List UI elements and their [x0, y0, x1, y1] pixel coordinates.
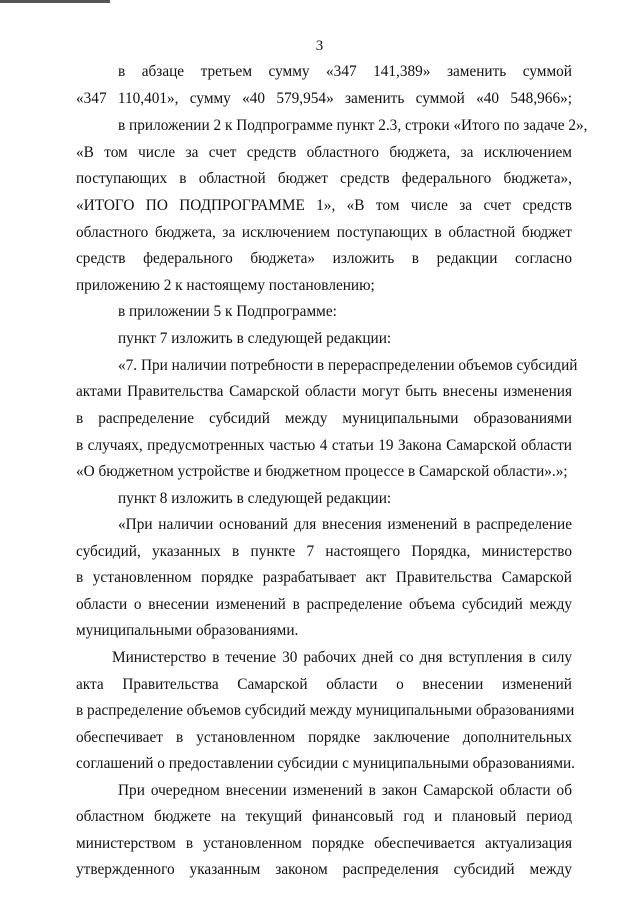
text-line-6: «ИТОГО ПО ПОДПРОГРАММЕ 1», «В том числе за счет средств [76, 197, 572, 214]
text-line-5: поступающих в областной бюджет средств федерального бюджета», [76, 170, 572, 187]
text-line-8: средств федерального бюджета» изложить в редакции согласно [76, 250, 572, 267]
text-line-27: соглашений о предоставлении субсидии с муниципальными образованиями. [76, 755, 576, 772]
text-line-22: муниципальными образованиями. [76, 622, 299, 639]
text-line-28: При очередном внесении изменений в закон Самарской области об [118, 782, 572, 799]
text-line-10: в приложении 5 к Подпрограмме: [118, 303, 337, 320]
text-line-15: в случаях, предусмотренных частью 4 статьи 19 Закона Самарской области [76, 437, 572, 454]
text-line-31: утвержденного указанным законом распределения субсидий между [76, 861, 572, 878]
text-line-16: «О бюджетном устройстве и бюджетном процессе в Самарской области».»; [76, 463, 568, 480]
text-line-25: в распределение объемов субсидий между муниципальными образованиями [76, 702, 575, 719]
text-line-26: обеспечивает в установленном порядке заключение дополнительных [76, 729, 572, 746]
text-line-2: «347 110,401», сумму «40 579,954» заменить суммой «40 548,966»; [76, 90, 572, 107]
text-line-30: министерством в установленном порядке обеспечивается актуализация [76, 835, 572, 852]
text-line-4: «В том числе за счет средств областного бюджета, за исключением [76, 144, 572, 161]
text-line-29: областном бюджете на текущий финансовый год и плановый период [76, 808, 572, 825]
text-line-18: «При наличии оснований для внесения изменений в распределение [118, 516, 572, 533]
text-line-13: актами Правительства Самарской области могут быть внесены изменения [76, 383, 572, 400]
text-line-1: в абзаце третьем сумму «347 141,389» заменить суммой [118, 63, 572, 80]
text-line-3: в приложении 2 к Подпрограмме пункт 2.3, строки «Итого по задаче 2», [118, 117, 588, 134]
text-line-24: акта Правительства Самарской области о внесении изменений [76, 676, 572, 693]
scan-edge-mark [0, 0, 110, 3]
text-line-7: областного бюджета, за исключением поступающих в областной бюджет [76, 224, 572, 241]
text-line-21: области о внесении изменений в распределение объема субсидий между [76, 596, 572, 613]
text-line-9: приложению 2 к настоящему постановлению; [76, 277, 375, 294]
text-line-23: Министерство в течение 30 рабочих дней со дня вступления в силу [112, 649, 572, 666]
text-line-14: в распределение субсидий между муниципальными образованиями [76, 410, 572, 427]
page-number: 3 [315, 38, 324, 54]
text-line-19: субсидий, указанных в пункте 7 настоящего Порядка, министерство [76, 543, 572, 560]
text-line-17: пункт 8 изложить в следующей редакции: [118, 490, 392, 507]
text-line-12: «7. При наличии потребности в перераспределении объемов субсидий [118, 357, 578, 374]
text-line-11: пункт 7 изложить в следующей редакции: [118, 330, 392, 347]
text-line-20: в установленном порядке разрабатывает акт Правительства Самарской [76, 569, 572, 586]
